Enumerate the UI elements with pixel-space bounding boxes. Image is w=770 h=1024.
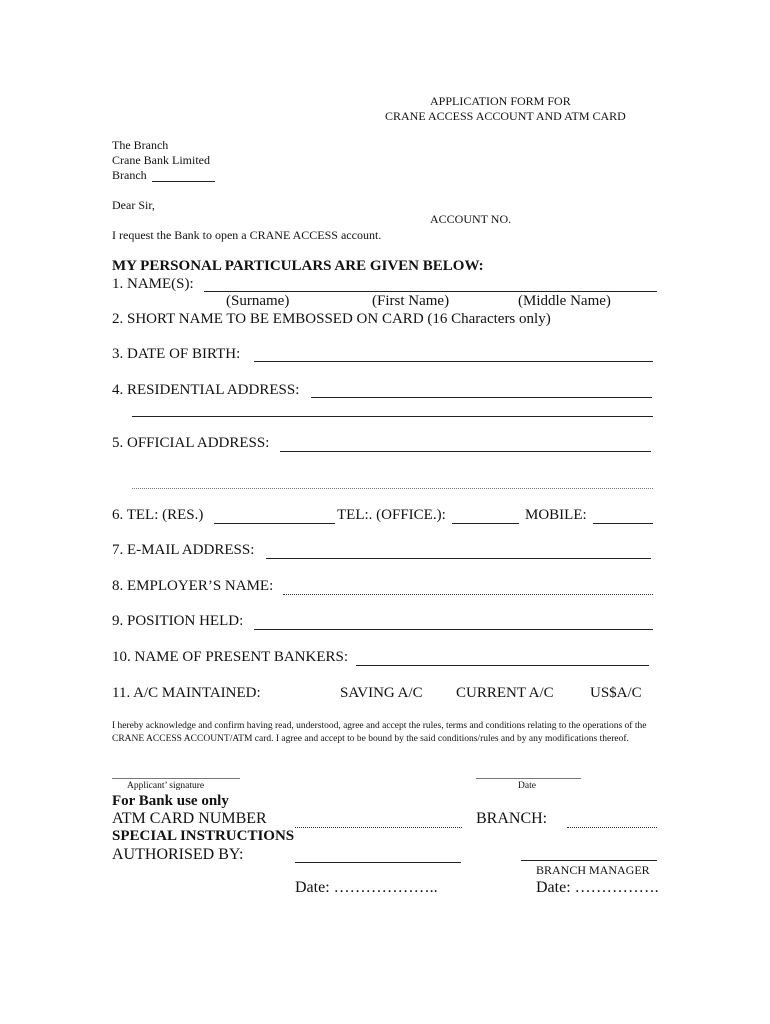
names-label: 1. NAME(S): — [112, 276, 194, 292]
branch-label: BRANCH: — [476, 810, 548, 827]
authorised-by-input-line[interactable] — [295, 862, 461, 863]
account-no-label: ACCOUNT NO. — [430, 212, 512, 226]
residential-address-input-line-1[interactable] — [311, 397, 652, 398]
current-ac-option[interactable]: CURRENT A/C — [456, 685, 554, 701]
applicant-signature-line[interactable] — [112, 778, 240, 779]
bank-use-heading: For Bank use only — [112, 793, 229, 809]
tel-office-input-line[interactable] — [452, 523, 519, 524]
atm-card-number-input-line[interactable] — [295, 827, 462, 828]
residential-address-input-line-2[interactable] — [132, 416, 653, 417]
branch-manager-signature-line[interactable] — [521, 860, 657, 861]
usd-ac-option[interactable]: US$A/C — [590, 685, 642, 701]
section-heading: MY PERSONAL PARTICULARS ARE GIVEN BELOW: — [112, 258, 484, 274]
mobile-input-line[interactable] — [593, 523, 653, 524]
authorised-by-label: AUTHORISED BY: — [112, 846, 244, 863]
official-address-input-line-2[interactable] — [132, 488, 653, 489]
tel-office-label: TEL:. (OFFICE.): — [337, 507, 446, 523]
atm-card-number-label: ATM CARD NUMBER — [112, 810, 267, 827]
mobile-label: MOBILE: — [525, 507, 587, 523]
names-input-line[interactable] — [204, 291, 657, 292]
form-title-line1: APPLICATION FORM FOR — [430, 94, 571, 108]
form-title-line2: CRANE ACCESS ACCOUNT AND ATM CARD — [385, 109, 626, 123]
signature-date-line[interactable] — [476, 778, 581, 779]
official-address-input-line-1[interactable] — [280, 451, 651, 452]
special-instructions-heading: SPECIAL INSTRUCTIONS — [112, 828, 295, 844]
address-line-branch-label: Branch — [112, 168, 147, 182]
address-line-bank: Crane Bank Limited — [112, 153, 210, 167]
first-name-caption: (First Name) — [372, 293, 450, 309]
employer-label: 8. EMPLOYER’S NAME: — [112, 578, 274, 594]
authorised-date[interactable]: Date: ……………….. — [295, 879, 438, 896]
saving-ac-option[interactable]: SAVING A/C — [340, 685, 423, 701]
position-label: 9. POSITION HELD: — [112, 613, 244, 629]
branch-manager-date[interactable]: Date: ……………. — [536, 879, 659, 896]
branch-input-line[interactable] — [152, 181, 215, 182]
applicant-signature-caption: Applicant’ signature — [127, 781, 205, 791]
short-name-label: 2. SHORT NAME TO BE EMBOSSED ON CARD (16 Characters only) — [112, 311, 551, 327]
ac-maintained-label: 11. A/C MAINTAINED: — [112, 685, 261, 701]
branch-manager-caption: BRANCH MANAGER — [536, 863, 650, 877]
middle-name-caption: (Middle Name) — [518, 293, 611, 309]
official-address-label: 5. OFFICIAL ADDRESS: — [112, 435, 270, 451]
position-input-line[interactable] — [254, 629, 653, 630]
surname-caption: (Surname) — [226, 293, 290, 309]
employer-input-line[interactable] — [283, 594, 653, 595]
branch-bank-input-line[interactable] — [567, 827, 657, 828]
bankers-label: 10. NAME OF PRESENT BANKERS: — [112, 649, 349, 665]
address-line-branch: The Branch — [112, 138, 169, 152]
bankers-input-line[interactable] — [356, 665, 649, 666]
residential-address-label: 4. RESIDENTIAL ADDRESS: — [112, 382, 300, 398]
greeting: Dear Sir, — [112, 198, 155, 212]
signature-date-caption: Date — [518, 781, 536, 791]
request-text: I request the Bank to open a CRANE ACCESS account. — [112, 228, 382, 242]
email-input-line[interactable] — [266, 558, 651, 559]
tel-res-input-line[interactable] — [214, 523, 335, 524]
email-label: 7. E-MAIL ADDRESS: — [112, 542, 255, 558]
tel-res-label: 6. TEL: (RES.) — [112, 507, 204, 523]
dob-label: 3. DATE OF BIRTH: — [112, 346, 241, 362]
dob-input-line[interactable] — [254, 361, 653, 362]
declaration-text: I hereby acknowledge and confirm having read, understood, agree and accept the rules, terms and conditions relating to the operations of the CRANE ACCESS ACCOUNT/ATM card. I agree and accept to be bound by the said conditions/rules and by any modifications thereof. — [112, 721, 647, 744]
